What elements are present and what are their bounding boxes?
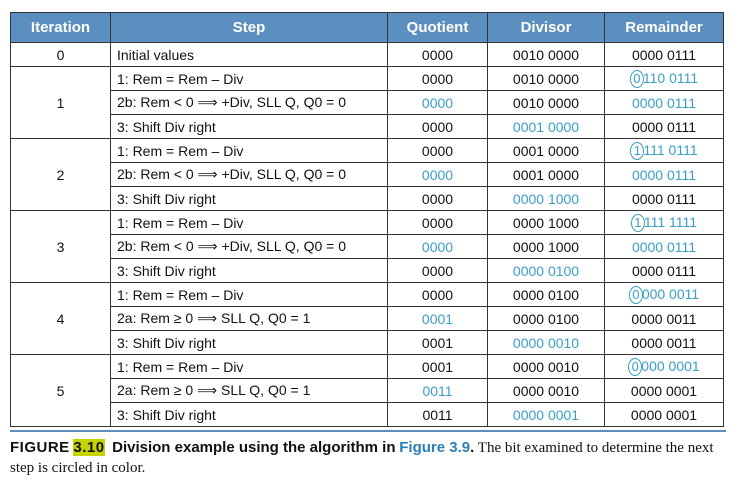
circled-bit: 0 [629, 286, 643, 304]
remainder-rest: 000 0001 [641, 357, 700, 374]
remainder-cell [605, 139, 724, 163]
iteration-cell: 4 [11, 283, 111, 355]
step-cell: 2b: Rem < 0 ⟹ +Div, SLL Q, Q0 = 0 [111, 235, 388, 259]
quotient-cell: 0000 [388, 67, 488, 91]
iteration-cell: 3 [11, 211, 111, 283]
step-cell: 2a: Rem ≥ 0 ⟹ SLL Q, Q0 = 1 [111, 379, 388, 403]
divisor-cell: 0000 0100 [488, 259, 605, 283]
quotient-cell: 0000 [388, 259, 488, 283]
divisor-cell: 0000 0100 [488, 307, 605, 331]
step-cell: 2b: Rem < 0 ⟹ +Div, SLL Q, Q0 = 0 [111, 163, 388, 187]
divisor-cell: 0000 0010 [488, 331, 605, 355]
remainder-rest: 110 0111 [642, 69, 699, 86]
table-row [11, 139, 724, 163]
figure-label: FIGURE [10, 439, 70, 456]
quotient-cell: 0000 [388, 139, 488, 163]
divisor-cell: 0000 0001 [488, 403, 605, 427]
circled-bit: 0 [630, 70, 644, 88]
table-row [11, 379, 724, 403]
table-row [11, 91, 724, 115]
remainder-cell [605, 283, 724, 307]
table-row [11, 403, 724, 427]
quotient-cell: 0000 [388, 91, 488, 115]
divisor-cell: 0001 0000 [488, 163, 605, 187]
step-cell: 2b: Rem < 0 ⟹ +Div, SLL Q, Q0 = 0 [111, 91, 388, 115]
remainder-cell: 0000 0111 [605, 259, 724, 283]
remainder-cell: 0000 0001 [605, 403, 724, 427]
caption-body: The bit examined to determine the next step is circled in color. [10, 440, 714, 476]
header-quotient: Quotient [388, 13, 488, 43]
remainder-cell: 0000 0111 [605, 187, 724, 211]
caption-rule [10, 430, 726, 432]
step-cell: 1: Rem = Rem – Div [111, 355, 388, 379]
remainder-cell: 0000 0011 [605, 307, 724, 331]
quotient-cell: 0001 [388, 355, 488, 379]
remainder-cell: 0000 0001 [605, 379, 724, 403]
quotient-cell: 0011 [388, 379, 488, 403]
divisor-cell: 0010 0000 [488, 91, 605, 115]
remainder-cell: 0000 0111 [605, 163, 724, 187]
table-row [11, 211, 724, 235]
step-cell: 3: Shift Div right [111, 187, 388, 211]
step-cell: 2a: Rem ≥ 0 ⟹ SLL Q, Q0 = 1 [111, 307, 388, 331]
divisor-cell: 0000 0100 [488, 283, 605, 307]
remainder-rest: 111 1111 [643, 213, 698, 230]
table-row [11, 355, 724, 379]
table-header-row [11, 13, 724, 43]
table-row [11, 115, 724, 139]
remainder-cell: 0000 0011 [605, 331, 724, 355]
divisor-cell: 0010 0000 [488, 43, 605, 67]
remainder-rest: 000 0011 [641, 285, 700, 302]
divisor-cell: 0001 0000 [488, 139, 605, 163]
step-cell: Initial values [111, 43, 388, 67]
remainder-cell: 0000 0111 [605, 235, 724, 259]
remainder-cell: 0000 0111 [605, 43, 724, 67]
circled-bit: 0 [628, 358, 642, 376]
divisor-cell: 0000 1000 [488, 187, 605, 211]
quotient-cell: 0000 [388, 283, 488, 307]
remainder-cell: 0000 0111 [605, 91, 724, 115]
divisor-cell: 0010 0000 [488, 67, 605, 91]
table-row [11, 235, 724, 259]
quotient-cell: 0001 [388, 307, 488, 331]
division-table [10, 12, 724, 427]
figure-number: 3.10 [73, 439, 105, 456]
step-cell: 1: Rem = Rem – Div [111, 283, 388, 307]
remainder-rest: 111 0111 [643, 141, 698, 158]
iteration-cell: 1 [11, 67, 111, 139]
table-row [11, 283, 724, 307]
iteration-cell: 0 [11, 43, 111, 67]
table-row [11, 163, 724, 187]
step-cell: 1: Rem = Rem – Div [111, 67, 388, 91]
quotient-cell: 0000 [388, 211, 488, 235]
quotient-cell: 0001 [388, 331, 488, 355]
remainder-cell [605, 67, 724, 91]
step-cell: 1: Rem = Rem – Div [111, 139, 388, 163]
table-row [11, 187, 724, 211]
table-row [11, 331, 724, 355]
table-row [11, 307, 724, 331]
remainder-cell [605, 355, 724, 379]
figure-link[interactable]: Figure 3.9 [399, 439, 471, 456]
divisor-cell: 0000 0010 [488, 379, 605, 403]
step-cell: 3: Shift Div right [111, 403, 388, 427]
table-row [11, 67, 724, 91]
quotient-cell: 0000 [388, 235, 488, 259]
circled-bit: 1 [630, 142, 644, 160]
table-row [11, 43, 724, 67]
remainder-cell: 0000 0111 [605, 115, 724, 139]
iteration-cell: 2 [11, 139, 111, 211]
circled-bit: 1 [631, 214, 645, 232]
table-body [11, 43, 724, 427]
header-remainder: Remainder [605, 13, 724, 43]
quotient-cell: 0000 [388, 187, 488, 211]
caption-period: . [470, 439, 475, 456]
divisor-cell: 0000 1000 [488, 235, 605, 259]
quotient-cell: 0000 [388, 163, 488, 187]
step-cell: 1: Rem = Rem – Div [111, 211, 388, 235]
iteration-cell: 5 [11, 355, 111, 427]
step-cell: 3: Shift Div right [111, 259, 388, 283]
quotient-cell: 0000 [388, 115, 488, 139]
divisor-cell: 0000 0010 [488, 355, 605, 379]
caption-title: Division example using the algorithm in [112, 439, 396, 456]
header-step: Step [111, 13, 388, 43]
remainder-cell [605, 211, 724, 235]
table-row [11, 259, 724, 283]
quotient-cell: 0011 [388, 403, 488, 427]
header-iteration: Iteration [11, 13, 111, 43]
divisor-cell: 0001 0000 [488, 115, 605, 139]
step-cell: 3: Shift Div right [111, 331, 388, 355]
divisor-cell: 0000 1000 [488, 211, 605, 235]
header-divisor: Divisor [488, 13, 605, 43]
figure-caption [10, 438, 726, 478]
step-cell: 3: Shift Div right [111, 115, 388, 139]
quotient-cell: 0000 [388, 43, 488, 67]
